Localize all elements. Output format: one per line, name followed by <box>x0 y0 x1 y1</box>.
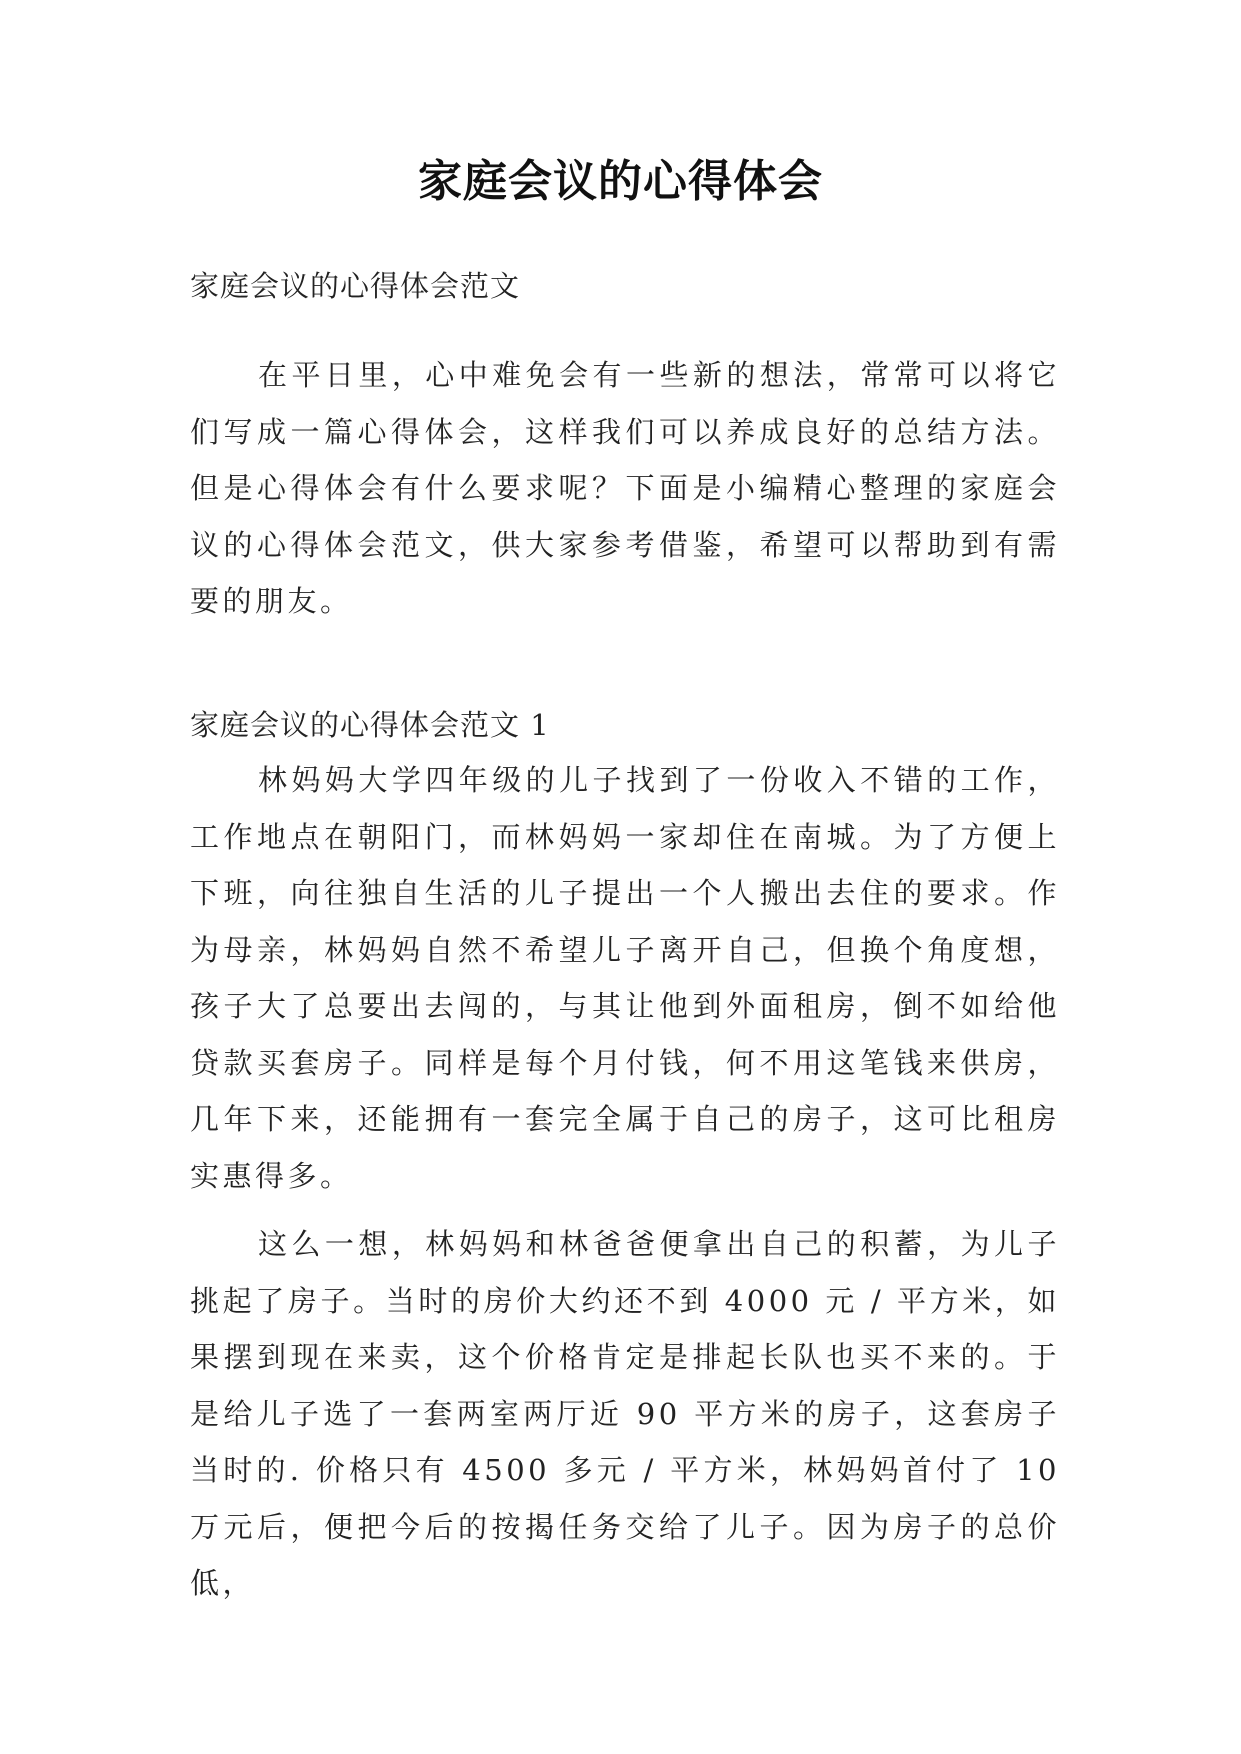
document-title: 家庭会议的心得体会 <box>418 156 823 207</box>
intro-paragraph: 在平日里，心中难免会有一些新的想法，常常可以将它们写成一篇心得体会，这样我们可以养成良好的总结方法。但是心得体会有什么要求呢？下面是小编精心整理的家庭会议的心得体会范文，供大家参考借鉴，希望可以帮助到有需要的朋友。 <box>190 358 1060 618</box>
section1-paragraph-1: 林妈妈大学四年级的儿子找到了一份收入不错的工作，工作地点在朝阳门，而林妈妈一家却住在南城。为了方便上下班，向往独自生活的儿子提出一个人搬出去住的要求。作为母亲，林妈妈自然不希望儿子离开自己，但换个角度想，孩子大了总要出去闯的，与其让他到外面租房，倒不如给他贷款买套房子。同样是每个月付钱，何不用这笔钱来供房，几年下来，还能拥有一套完全属于自己的房子，这可比租房实惠得多。 <box>190 763 1060 1193</box>
section1-heading: 家庭会议的心得体会范文 1 <box>190 708 550 742</box>
section1-paragraph-2: 这么一想，林妈妈和林爸爸便拿出自己的积蓄，为儿子挑起了房子。当时的房价大约还不到 4000 元 / 平方米，如果摆到现在来卖，这个价格肯定是排起长队也买不来的。于是给儿子选了一套两室两厅近 90 平方米的房子，这套房子当时的. 价格只有 4500 多元 / 平方米，林妈妈首付了 10 万元后，便把今后的按揭任务交给了儿子。因为房子的总价低， <box>190 1227 1060 1600</box>
intro-heading: 家庭会议的心得体会范文 <box>190 269 521 303</box>
